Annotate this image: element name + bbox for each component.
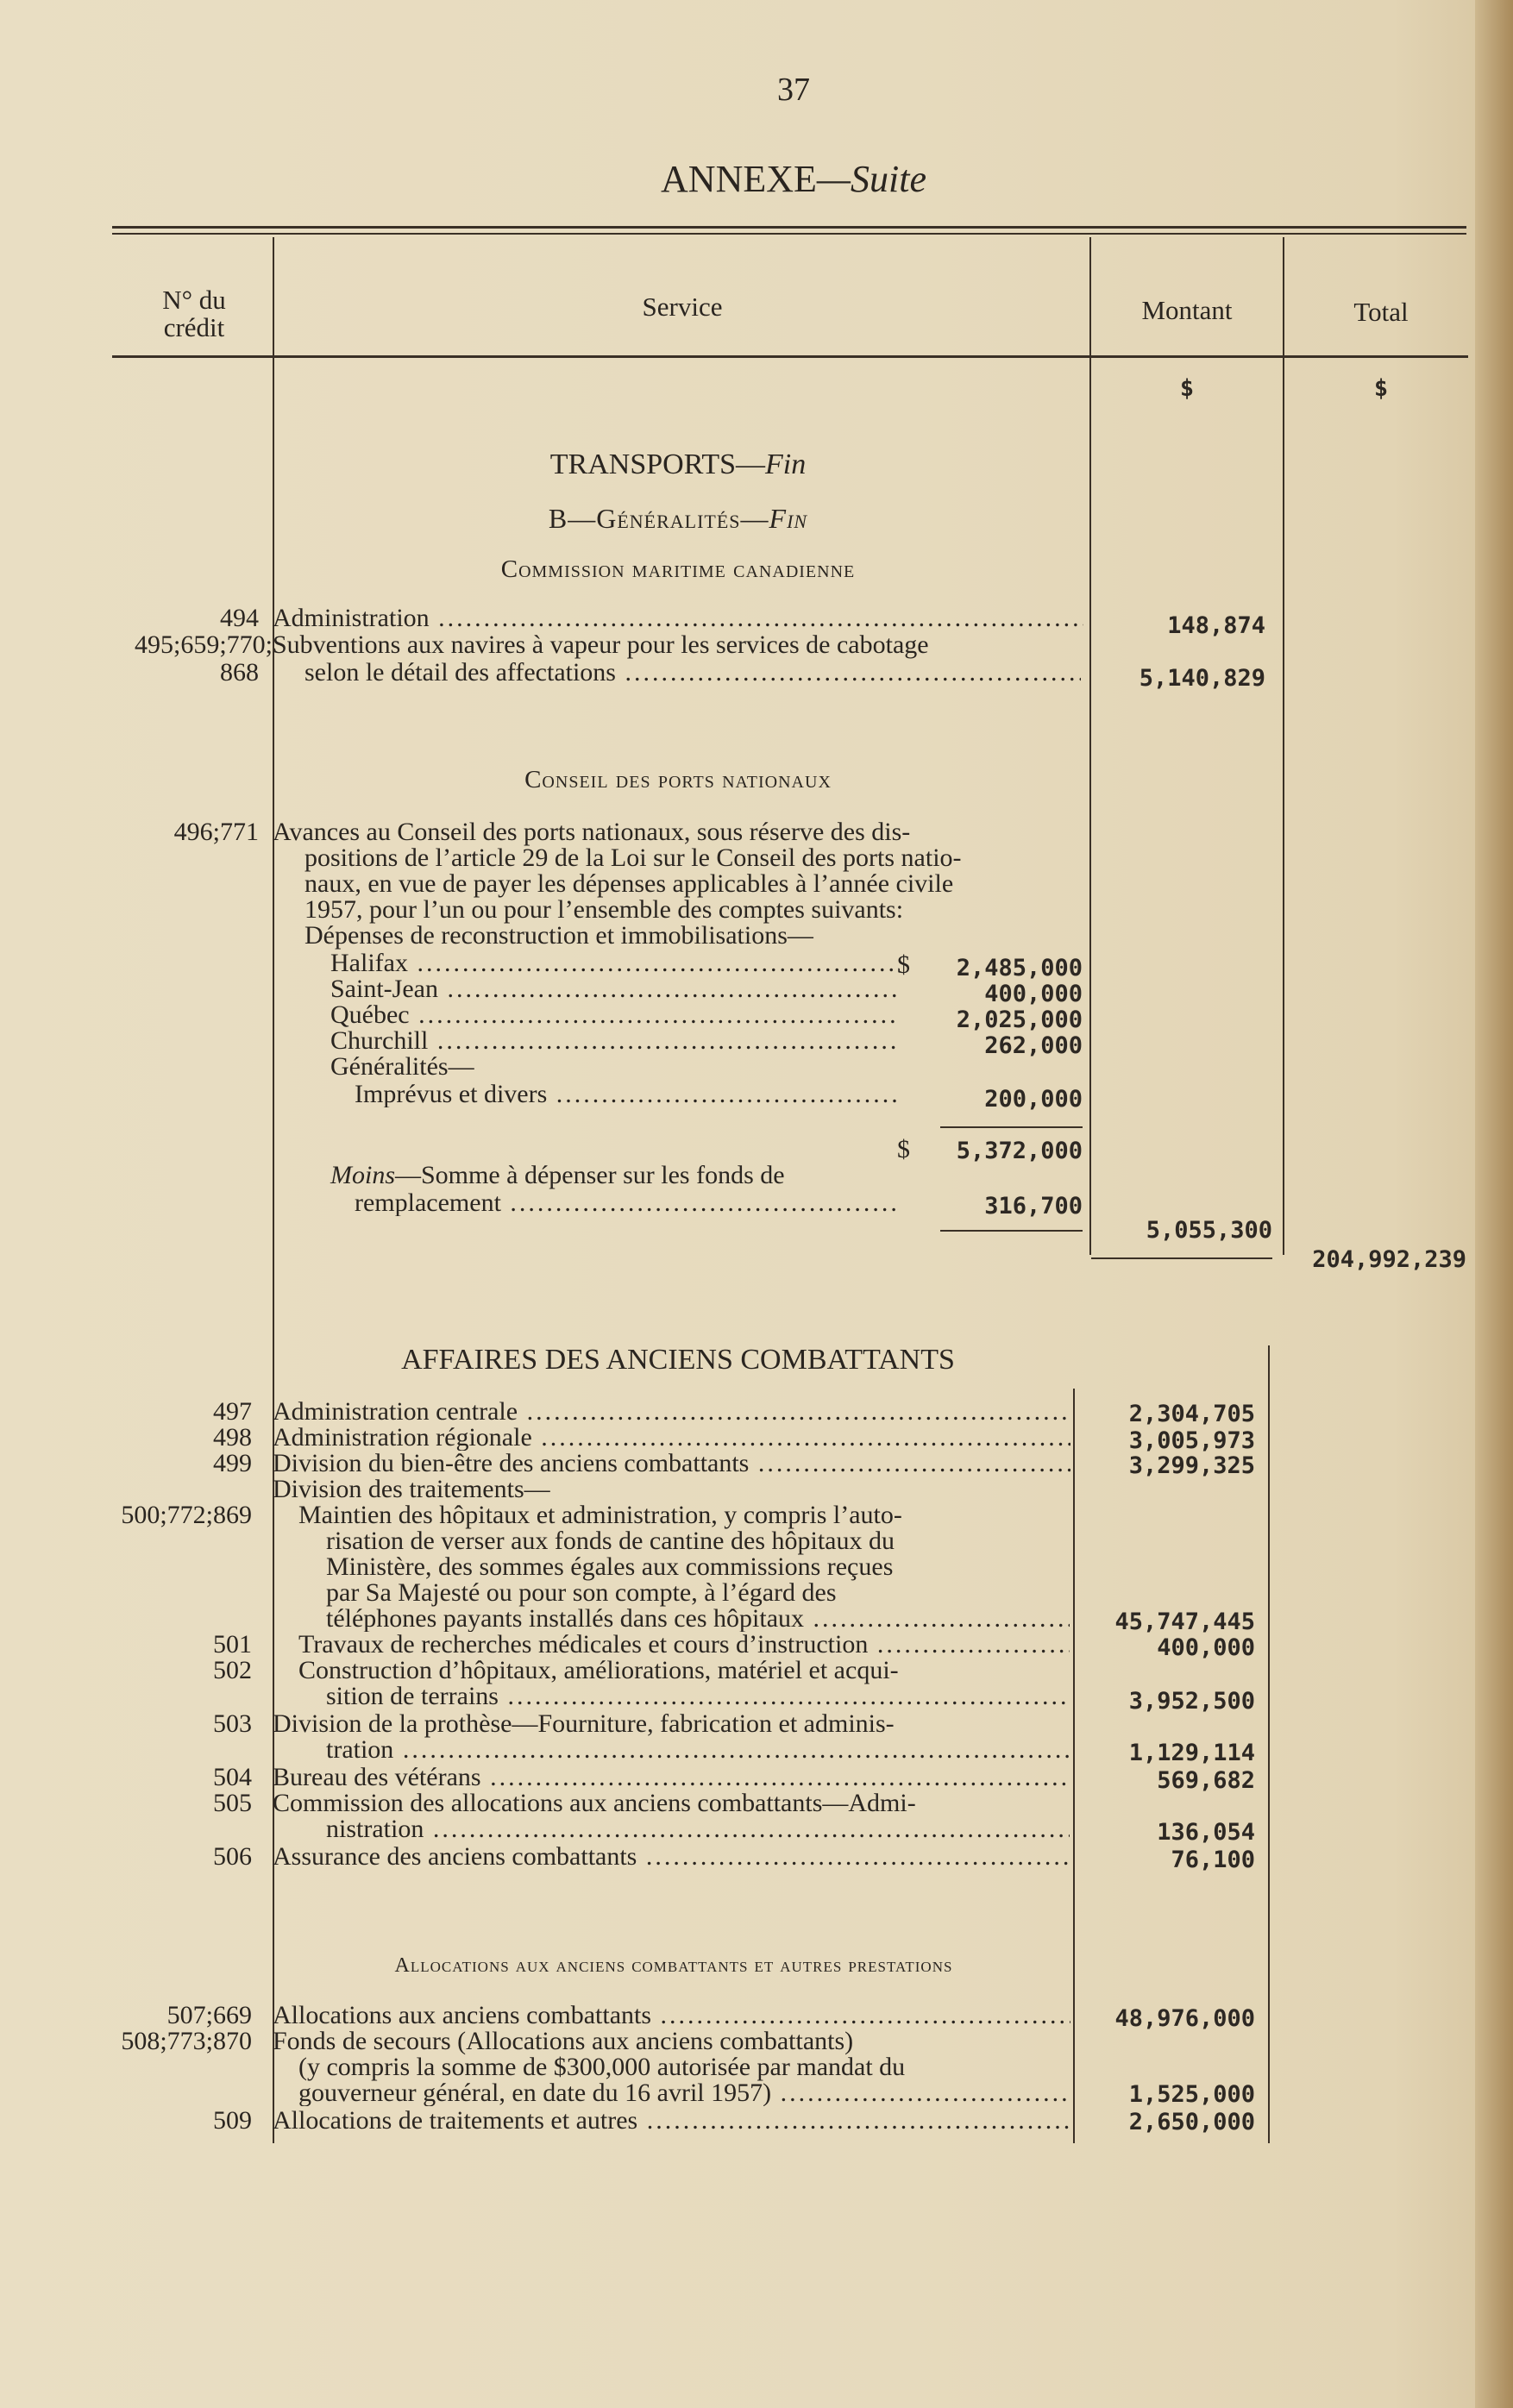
amount-administration: 148,874 (1167, 612, 1265, 639)
credit-503: 503 (213, 1709, 252, 1738)
section-generalites-subtitle (273, 503, 1083, 535)
header-credit-line2: crédit (163, 312, 225, 342)
imprevus-amount: 200,000 (984, 1086, 1083, 1113)
amount-admin-regionale: 3,005,973 (1128, 1427, 1255, 1454)
amount-traitements: 45,747,445 (1114, 1608, 1255, 1635)
generalites-label: Généralités— (330, 1052, 474, 1081)
montant-dollar: $ (1179, 375, 1195, 402)
section-anciens-title: AFFAIRES DES ANCIENS COMBATTANTS (401, 1344, 955, 1376)
prothese-line1: Division de la prothèse—Fourniture, fabrication et adminis- (273, 1709, 895, 1738)
cpn-line5: Dépenses de reconstruction et immobilisations— (304, 921, 813, 950)
row-allocations (273, 2003, 1070, 2029)
label-subventions-line2: selon le détail des affectations ..... (304, 660, 1081, 686)
moins-line1 (330, 1163, 1141, 1188)
amount-allocations: 48,976,000 (1114, 2005, 1255, 2032)
vrule-total-left (1283, 237, 1284, 1255)
port-churchill-amount: 262,000 (984, 1032, 1083, 1059)
traitements-line3: Ministère, des sommes égales aux commissions reçues (326, 1552, 894, 1581)
label-bien-etre: Division du bien-être des anciens combattants ..... (273, 1451, 1070, 1477)
port-saint-jean-amount: 400,000 (984, 981, 1083, 1007)
label-subventions-line1: Subventions aux navires à vapeur pour les services de cabotage (273, 630, 929, 659)
credit-498: 498 (213, 1423, 252, 1452)
port-churchill (330, 1028, 900, 1054)
traitements-line1: Maintien des hôpitaux et administration, y compris l’auto- (298, 1501, 902, 1529)
row-recherches (298, 1632, 1070, 1658)
amount-fonds: 1,525,000 (1128, 2081, 1255, 2108)
row-assurance (273, 1844, 1070, 1870)
subtotal-rule (940, 1126, 1083, 1128)
subtotal-dollar: $ (897, 1135, 910, 1163)
credit-494: 494 (220, 604, 259, 632)
imprevus-label: Imprévus et divers ..... (355, 1082, 900, 1107)
row-construction-line2 (326, 1684, 1070, 1709)
moins-line2 (355, 1190, 900, 1216)
traitements-line5 (326, 1606, 1070, 1632)
commission-line2: nistration ..... (326, 1816, 1070, 1842)
moins-italic: Moins (330, 1161, 395, 1189)
subtotal-amount: 5,372,000 (956, 1138, 1083, 1164)
traitements-heading: Division des traitements— (273, 1475, 550, 1503)
construction-line1: Construction d’hôpitaux, améliorations, matériel et acqui- (298, 1656, 899, 1684)
heading-conseil-ports: Conseil des ports nationaux (524, 766, 832, 793)
amount-construction: 3,952,500 (1128, 1688, 1255, 1715)
port-quebec (330, 1002, 900, 1028)
cpn-line4: 1957, pour l’un ou pour l’ensemble des comptes suivants: (304, 895, 904, 924)
row-prothese-line2 (326, 1737, 1070, 1763)
fonds-line3: gouverneur général, en date du 16 avril 1957) ..... (298, 2080, 1070, 2106)
construction-line2: sition de terrains ..... (326, 1684, 1070, 1709)
credit-868: 868 (220, 658, 259, 687)
grand-total: 204,992,239 (1312, 1246, 1466, 1273)
transports-title-fin: Fin (765, 448, 807, 480)
amount-admin-centrale: 2,304,705 (1128, 1401, 1255, 1427)
amount-bien-etre: 3,299,325 (1128, 1452, 1255, 1479)
credit-507: 507;669 (166, 2001, 252, 2029)
port-halifax (330, 950, 900, 976)
page-title (518, 157, 1070, 201)
amount-subventions: 5,140,829 (1139, 665, 1265, 692)
row-administration (273, 605, 1083, 631)
label-traitements-autres: Allocations de traitements et autres ..... (273, 2108, 1070, 2134)
header-service: Service (642, 292, 723, 322)
subtitle-text: B—Généralités— (548, 503, 769, 534)
header-credit (121, 286, 267, 342)
credit-509: 509 (213, 2106, 252, 2135)
credit-500: 500;772;869 (121, 1501, 252, 1529)
cpn-amount: 5,055,300 (1146, 1217, 1272, 1244)
fonds-line1: Fonds de secours (Allocations aux anciens combattants) (273, 2027, 854, 2055)
port-halifax-label: Halifax ..... (330, 950, 900, 976)
label-assurance: Assurance des anciens combattants ..... (273, 1844, 1070, 1870)
port-halifax-dollar: $ (897, 950, 910, 979)
row-traitements-autres (273, 2108, 1070, 2134)
amount-traitements-autres: 2,650,000 (1128, 2109, 1255, 2135)
header-rule (112, 355, 1468, 358)
row-veterans (273, 1765, 1070, 1790)
heading-allocations: Allocations aux anciens combattants et autres prestations (394, 1954, 953, 1977)
prothese-line2: tration ..... (326, 1737, 1070, 1763)
title-suffix: —Suite (816, 158, 926, 200)
credit-508: 508;773;870 (121, 2027, 252, 2055)
top-rule-1 (112, 226, 1466, 229)
traitements-line4: par Sa Majesté ou pour son compte, à l’égard des (326, 1578, 837, 1607)
amount-veterans: 569,682 (1157, 1767, 1255, 1794)
moins-line2-label: remplacement ..... (355, 1190, 900, 1216)
cpn-amount-rule (1091, 1257, 1272, 1259)
total-dollar: $ (1373, 375, 1389, 402)
credit-504: 504 (213, 1763, 252, 1791)
credit-501: 501 (213, 1630, 252, 1659)
port-quebec-amount: 2,025,000 (956, 1006, 1083, 1033)
page-edge (1475, 0, 1513, 2408)
commission-line1: Commission des allocations aux anciens combattants—Admi- (273, 1789, 916, 1817)
row-fonds-line3 (298, 2080, 1070, 2106)
subtitle-fin: Fin (769, 503, 808, 534)
label-recherches: Travaux de recherches médicales et cours d’instruction ..... (298, 1632, 1070, 1658)
port-churchill-label: Churchill ..... (330, 1028, 900, 1054)
amount-assurance: 76,100 (1171, 1847, 1255, 1873)
credit-497: 497 (213, 1397, 252, 1426)
top-rule-2 (112, 233, 1466, 235)
transports-title: TRANSPORTS— (549, 448, 766, 480)
label-administration: Administration ..... (273, 605, 1083, 631)
port-saint-jean-label: Saint-Jean ..... (330, 976, 900, 1002)
credit-502: 502 (213, 1656, 252, 1684)
traitements-line5-label: téléphones payants installés dans ces hôpitaux ..... (326, 1606, 1070, 1632)
credit-496: 496;771 (173, 818, 259, 846)
section-transports-title (273, 448, 1083, 481)
vrule-bottom-right (1268, 1345, 1270, 2143)
moins-rule (940, 1230, 1083, 1232)
page-number: 37 (777, 72, 810, 108)
cpn-line1: Avances au Conseil des ports nationaux, sous réserve des dis- (273, 818, 911, 846)
port-saint-jean (330, 976, 900, 1002)
credit-495: 495;659;770; (134, 630, 273, 659)
cpn-line2: positions de l’article 29 de la Loi sur le Conseil des ports natio- (304, 843, 962, 872)
moins-amount: 316,700 (984, 1193, 1083, 1220)
credit-499: 499 (213, 1449, 252, 1477)
imprevus-row (355, 1082, 900, 1107)
row-bien-etre (273, 1451, 1070, 1477)
amount-recherches: 400,000 (1157, 1634, 1255, 1661)
header-montant: Montant (1141, 295, 1233, 325)
label-allocations: Allocations aux anciens combattants ..... (273, 2003, 1070, 2029)
amount-prothese: 1,129,114 (1128, 1740, 1255, 1766)
cpn-line3: naux, en vue de payer les dépenses applicables à l’année civile (304, 869, 954, 898)
heading-commission-maritime: Commission maritime canadienne (500, 555, 856, 583)
row-subventions-line2 (304, 660, 1081, 686)
moins-text: —Somme à dépenser sur les fonds de (395, 1161, 785, 1189)
label-admin-regionale: Administration régionale ..... (273, 1425, 1070, 1451)
port-quebec-label: Québec ..... (330, 1002, 900, 1028)
header-total: Total (1353, 297, 1409, 327)
fonds-line2: (y compris la somme de $300,000 autorisée par mandat du (298, 2053, 906, 2081)
credit-505: 505 (213, 1789, 252, 1817)
header-credit-line1: N° du (162, 285, 226, 315)
port-halifax-amount: 2,485,000 (956, 955, 1083, 981)
label-veterans: Bureau des vétérans ..... (273, 1765, 1070, 1790)
row-commission-line2 (326, 1816, 1070, 1842)
title-main: ANNEXE (661, 158, 817, 200)
row-admin-regionale (273, 1425, 1070, 1451)
credit-506: 506 (213, 1842, 252, 1871)
traitements-line2: risation de verser aux fonds de cantine des hôpitaux du (326, 1527, 895, 1555)
label-admin-centrale: Administration centrale ..... (273, 1399, 1070, 1425)
amount-commission: 136,054 (1157, 1819, 1255, 1846)
row-admin-centrale (273, 1399, 1070, 1425)
